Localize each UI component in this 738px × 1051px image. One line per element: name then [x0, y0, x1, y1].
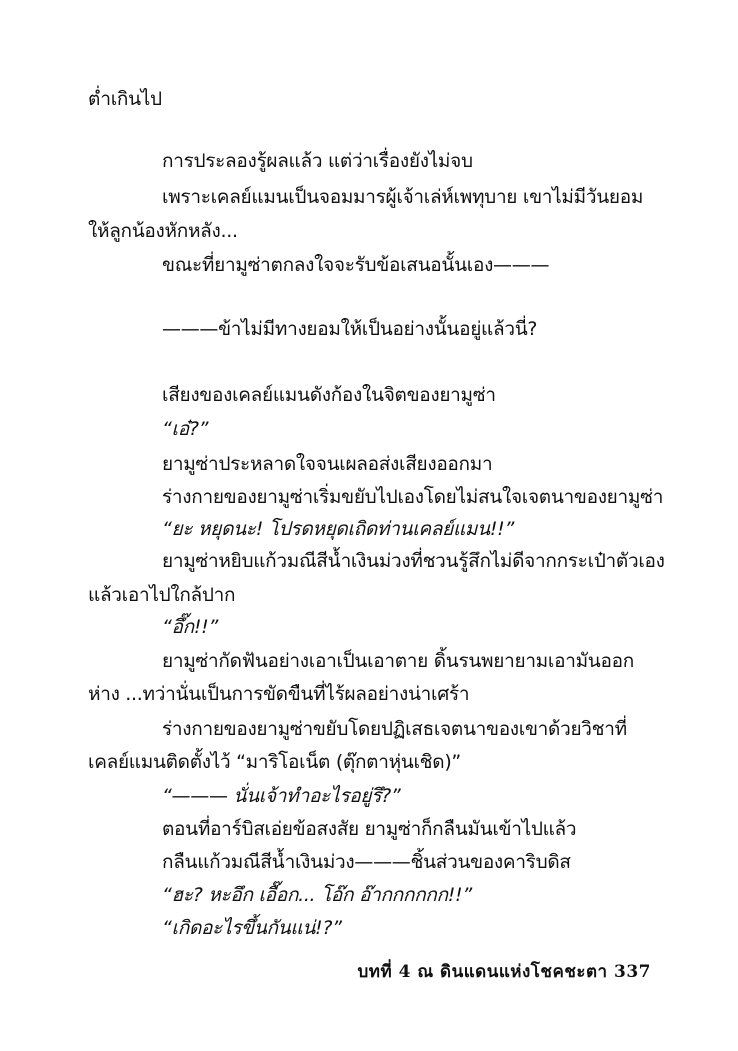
dialogue-line: “ยะ หยุดนะ! โปรดหยุดเถิดท่านเคลย์แมน!!” [162, 518, 515, 540]
text-line: ตอนที่อาร์บิสเอ่ยข้อสงสัย ยามูซ่าก็กลืนมันเข้าไปแล้ว [162, 818, 577, 840]
text-line: ร่างกายของยามูซ่าเริ่มขยับไปเองโดยไม่สนใจเจตนาของยามูซ่า [162, 486, 664, 508]
dialogue-line: “ฮะ? หะอึก เอื๊อก... โอ๊ก อ๊ากกกกกก!!” [162, 884, 472, 906]
text-line: ยามูซ่าประหลาดใจจนเผลอส่งเสียงออกมา [162, 453, 493, 475]
text-line: เคลย์แมนติดตั้งไว้ “มาริโอเน็ต (ตุ๊กตาหุ่นเชิด)” [88, 751, 461, 773]
page-footer: บทที่ 4 ณ ดินแดนแห่งโชคชะตา 337 [357, 962, 651, 982]
text-line: ห่าง ...ทว่านั่นเป็นการขัดขืนที่ไร้ผลอย่างน่าเศร้า [88, 683, 470, 705]
text-line: ร่างกายของยามูซ่าขยับโดยปฏิเสธเจตนาของเขาด้วยวิชาที่ [162, 718, 627, 740]
dialogue-line: “เอ๋?” [162, 418, 209, 440]
text-line: ขณะที่ยามูซ่าตกลงใจจะรับข้อเสนอนั้นเอง——— [162, 254, 550, 276]
text-line: การประลองรู้ผลแล้ว แต่ว่าเรื่องยังไม่จบ [162, 150, 473, 172]
text-line: เพราะเคลย์แมนเป็นจอมมารผู้เจ้าเล่ห์เพทุบาย เขาไม่มีวันยอม [162, 186, 644, 208]
text-line: ให้ลูกน้องหักหลัง... [88, 220, 238, 242]
text-line: แล้วเอาไปใกล้ปาก [88, 584, 236, 606]
text-line: เสียงของเคลย์แมนดังก้องในจิตของยามูซ่า [162, 384, 496, 406]
text-line: ต่ำเกินไป [88, 88, 162, 110]
text-line: กลืนแก้วมณีสีน้ำเงินม่วง———ชิ้นส่วนของคาริบดิส [162, 851, 571, 873]
text-line: ยามูซ่าหยิบแก้วมณีสีน้ำเงินม่วงที่ชวนรู้สึกไม่ดีจากกระเป๋าตัวเอง [162, 550, 665, 572]
dialogue-line: “เกิดอะไรขึ้นกันแน่!?” [162, 917, 342, 939]
dialogue-line: “อึ๊ก!!” [162, 616, 219, 638]
text-line: ยามูซ่ากัดฟันอย่างเอาเป็นเอาตาย ดิ้นรนพยายามเอามันออก [162, 650, 634, 672]
dialogue-line: “——— นั่นเจ้าทำอะไรอยู่รึ?” [162, 785, 401, 807]
text-line: ———ข้าไม่มีทางยอมให้เป็นอย่างนั้นอยู่แล้วนี่? [162, 318, 538, 340]
